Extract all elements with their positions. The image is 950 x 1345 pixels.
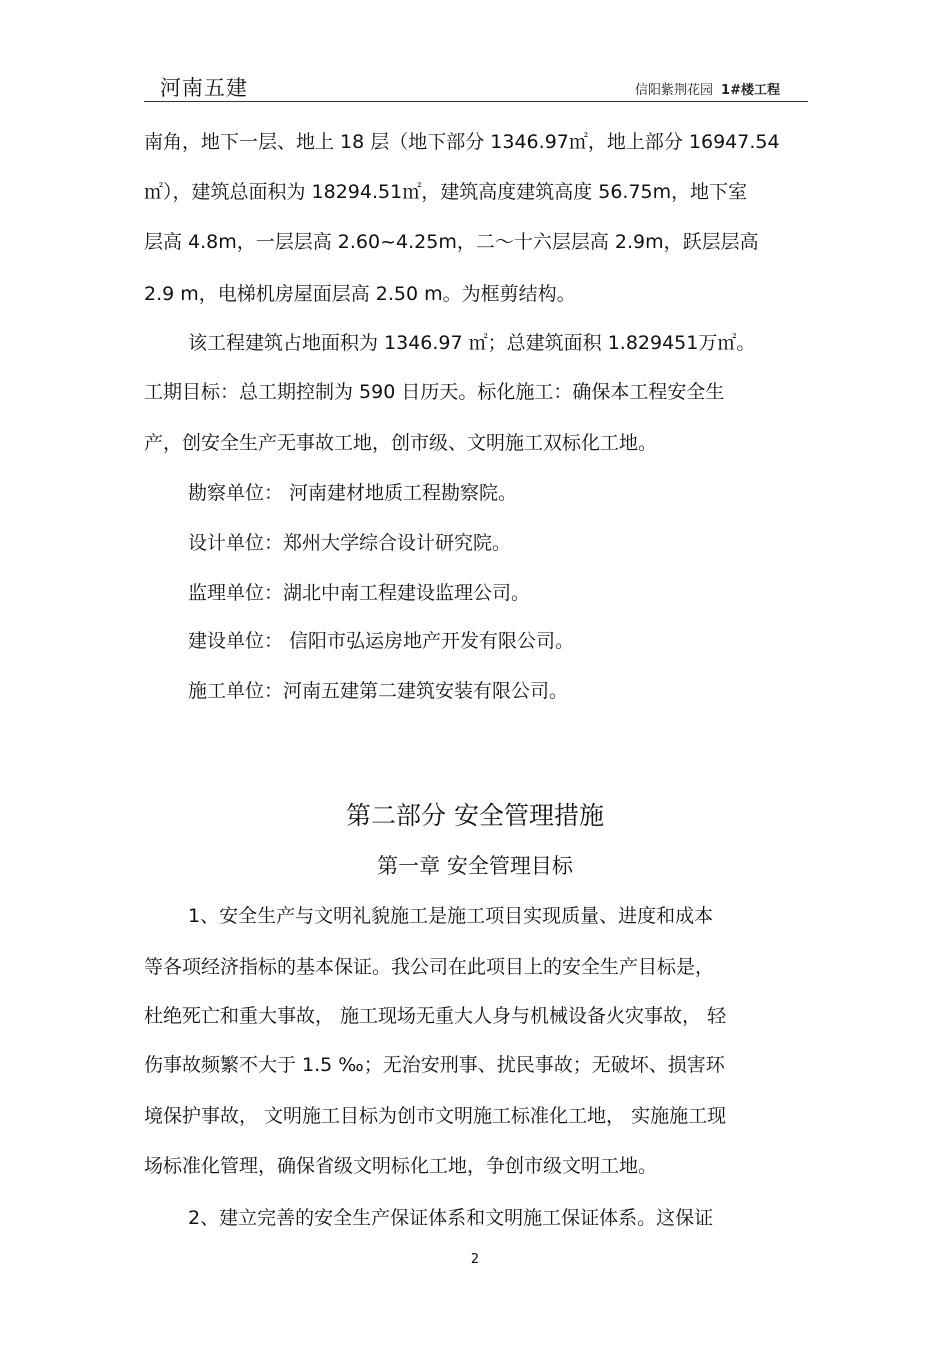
text-line: 施工单位：河南五建第二建筑安装有限公司。 — [188, 680, 569, 702]
text-line: 监理单位：湖北中南工程建设监理公司。 — [188, 582, 531, 604]
page-number: 2 — [470, 1252, 480, 1267]
text-line: 杜绝死亡和重大事故， 施工现场无重大人身与机械设备火灾事故， 轻 — [144, 1005, 727, 1027]
text-line: 1、安全生产与文明礼貌施工是施工项目实现质量、进度和成本 — [188, 905, 714, 927]
text-line: ㎡），建筑总面积为 18294.51㎡，建筑高度建筑高度 56.75m，地下室 — [144, 181, 748, 203]
text-line: 工期目标：总工期控制为 590 日历天。标化施工：确保本工程安全生 — [144, 381, 725, 403]
text-line: 该工程建筑占地面积为 1346.97 ㎡；总建筑面积 1.829451万㎡。 — [188, 332, 756, 354]
text-line: 等各项经济指标的基本保证。我公司在此项目上的安全生产目标是， — [144, 956, 715, 978]
header-project-name: 信阳紫荆花园 — [635, 83, 714, 98]
text-line: 南角，地下一层、地上 18 层（地下部分 1346.97㎡，地上部分 16947.54 — [144, 131, 780, 153]
text-line: 2.9 m，电梯机房屋面层高 2.50 m。为框剪结构。 — [144, 283, 576, 305]
text-line: 场标准化管理，确保省级文明标化工地，争创市级文明工地。 — [144, 1155, 658, 1177]
text-line: 2、建立完善的安全生产保证体系和文明施工保证体系。这保证 — [188, 1207, 714, 1229]
text-line: 伤事故频繁不大于 1.5 ‰；无治安刑事、扰民事故；无破坏、损害环 — [144, 1054, 725, 1076]
text-line: 建设单位： 信阳市弘运房地产开发有限公司。 — [188, 630, 575, 652]
header-left-title: 河南五建 — [160, 76, 248, 100]
chapter-heading: 第一章 安全管理目标 — [377, 854, 573, 878]
header-right-project — [635, 79, 780, 98]
header-building-name: 1#楼工程 — [721, 83, 780, 98]
header-rule — [144, 101, 808, 102]
text-line: 层高 4.8m，一层层高 2.60~4.25m，二～十六层层高 2.9m，跃层层高 — [144, 231, 759, 253]
section-heading: 第二部分 安全管理措施 — [346, 801, 604, 830]
text-line: 境保护事故， 文明施工目标为创市文明施工标准化工地， 实施施工现 — [144, 1105, 727, 1127]
text-line: 设计单位：郑州大学综合设计研究院。 — [188, 532, 512, 554]
text-line: 产，创安全生产无事故工地，创市级、文明施工双标化工地。 — [144, 432, 658, 454]
text-line: 勘察单位： 河南建材地质工程勘察院。 — [188, 482, 518, 504]
